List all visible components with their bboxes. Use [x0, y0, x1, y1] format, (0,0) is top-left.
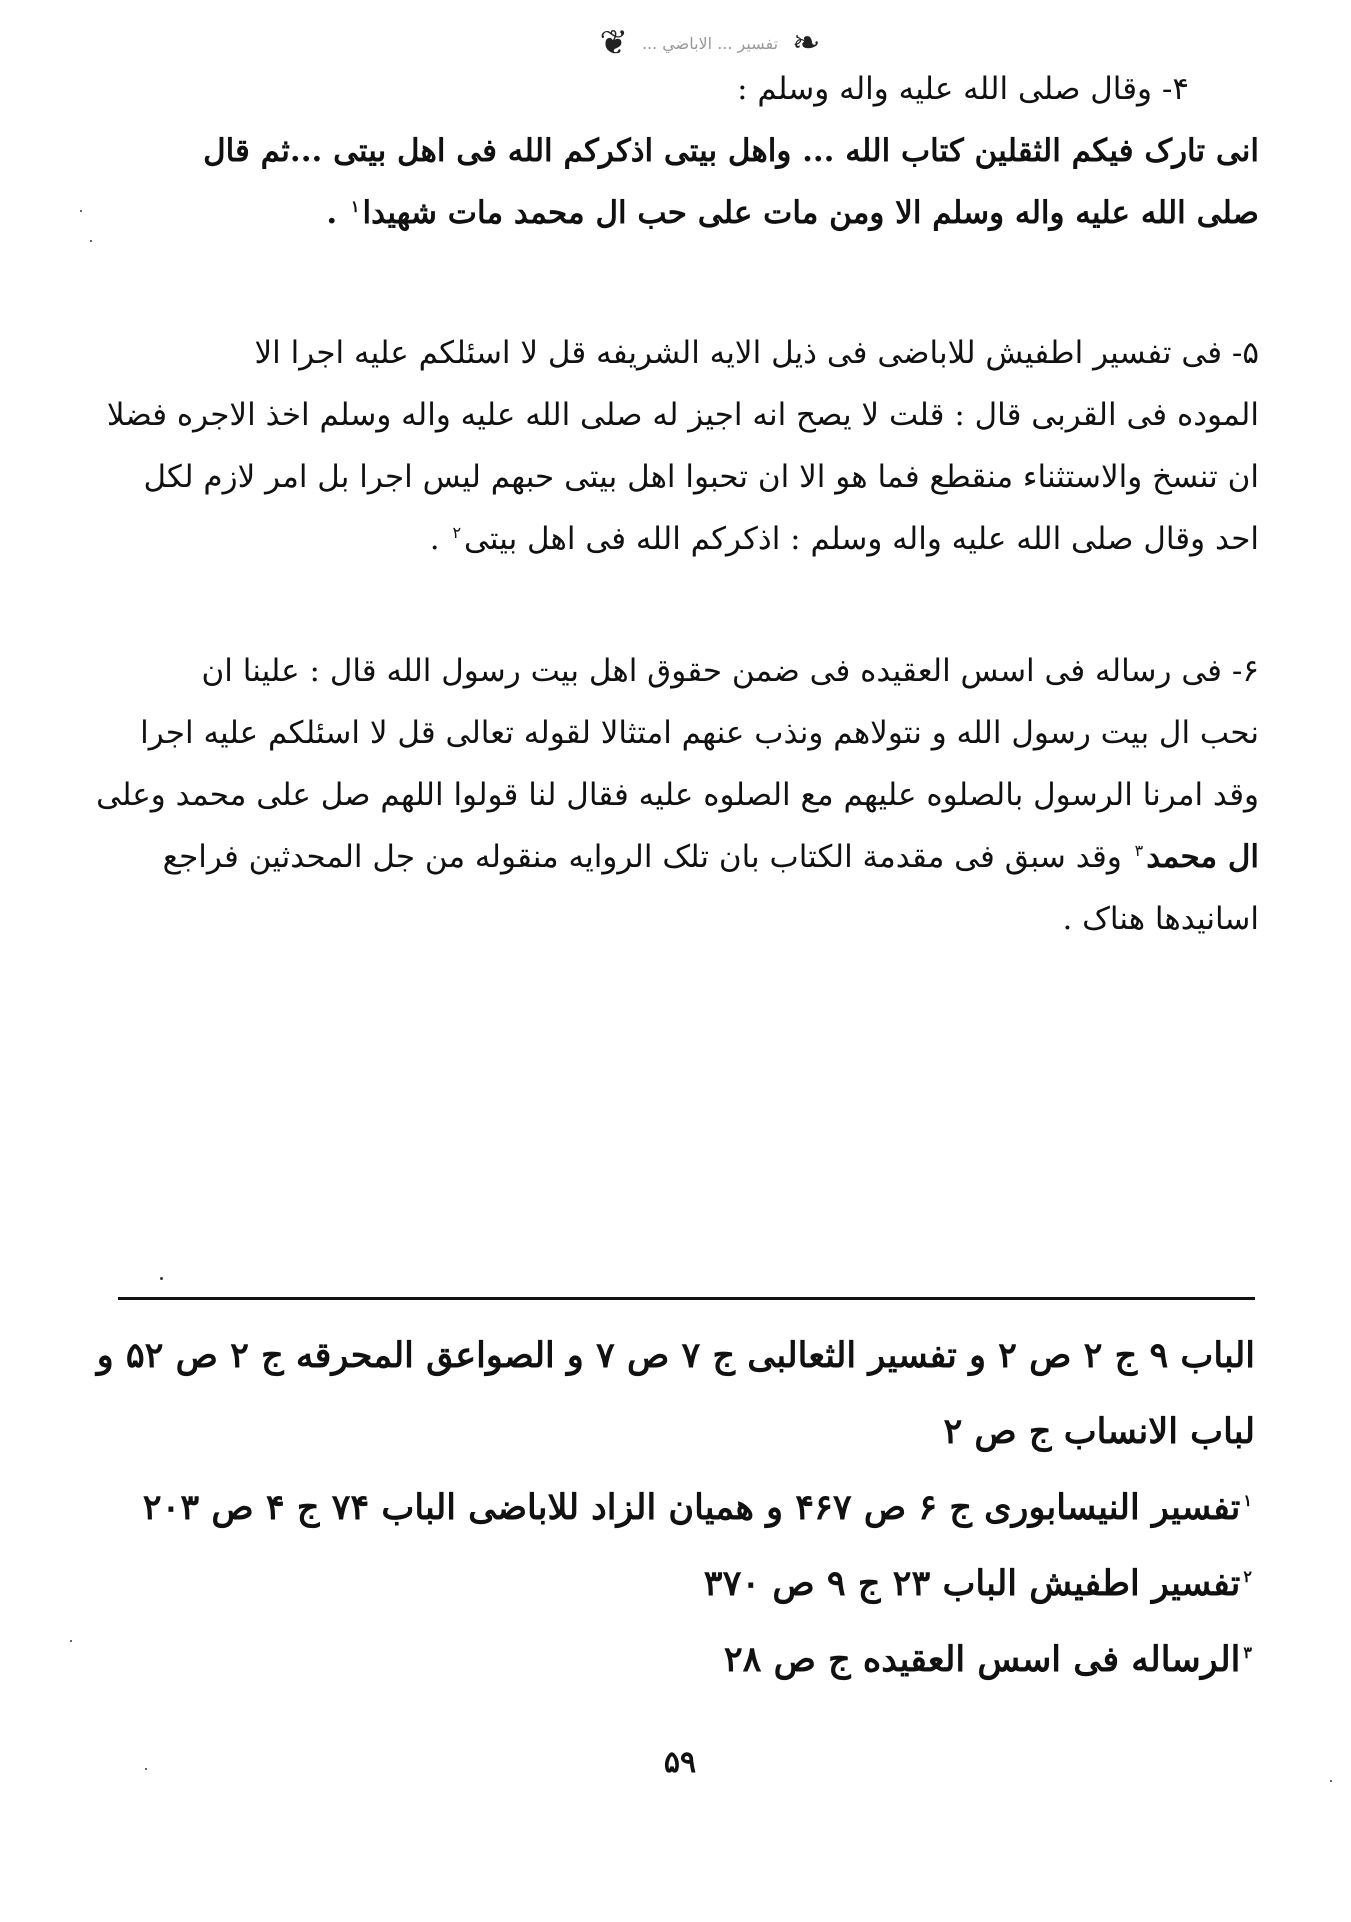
paragraph-6 — [92, 640, 1259, 950]
paragraph-4 — [92, 58, 1259, 244]
footnote-separator — [118, 1297, 1255, 1300]
scan-speck — [160, 1277, 163, 1280]
scan-speck — [70, 1640, 72, 1642]
footnote-ref: ١ — [350, 196, 360, 216]
footnote-line — [115, 1470, 1255, 1546]
line-text: احد وقال صلی الله علیه واله وسلم : اذکرکم الله فی اهل بیتی — [464, 521, 1259, 557]
running-title: تفسير ... الاباضي ... — [641, 33, 779, 53]
ornament-right-icon: ❧ — [792, 23, 821, 63]
paragraph-line: احد وقال صلی الله علیه واله وسلم : اذکرکم الله فی اهل بیتی$^٢$ . — [429, 521, 1259, 557]
footnote-line: لباب الانساب ج ص ۲ — [943, 1411, 1255, 1452]
paragraph-line: ان تنسخ والاستثناء منقطع فما هو الا ان تحبوا اهل بیتی حبهم لیس اجرا بل امر لازم لکل — [143, 459, 1259, 495]
footnote-ref: ٢ — [452, 522, 462, 542]
paragraph-line: ۴- وقال صلى الله عليه واله وسلم : — [737, 71, 1189, 107]
footnotes-block — [96, 1318, 1255, 1698]
paragraph-line: ۶- فی رساله فی اسس العقیده فی ضمن حقوق اهل بیت رسول الله قال : علینا ان — [201, 653, 1259, 689]
footnote-ref: ٣ — [1134, 840, 1144, 860]
footnote-mark: ٢ — [1243, 1567, 1252, 1587]
scan-speck — [80, 210, 82, 212]
scan-speck — [90, 240, 92, 242]
paragraph-line: صلی الله علیه واله وسلم الا ومن مات علی حب ال محمد مات شهیدا$^١$ . — [326, 195, 1259, 231]
paragraph-line: ۵- فی تفسیر اطفیش للاباضی فی ذیل الایه الشریفه قل لا اسئلکم علیه اجرا الا — [254, 335, 1259, 371]
paragraph-line: وقد امرنا الرسول بالصلوه علیهم مع الصلوه علیه فقال لنا قولوا اللهم صل علی محمد وعلی — [96, 777, 1259, 813]
scan-speck — [1330, 1780, 1332, 1782]
paragraph-line — [92, 826, 1259, 888]
footnote-line: الباب ۹ ج ۲ ص ۲ و تفسیر الثعالبی ج ۷ ص ۷ و الصواعق المحرقه ج ۲ ص ۵۲ و — [96, 1335, 1255, 1376]
page-number: ۵۹ — [663, 1745, 697, 1780]
line-text: ال محمد — [1146, 839, 1259, 875]
paragraph-5 — [92, 322, 1259, 570]
footnote-text: الرساله فی اسس العقیده ج ص ۲۸ — [723, 1639, 1241, 1680]
footnote-line — [115, 1622, 1255, 1698]
footnote-line — [115, 1546, 1255, 1622]
paragraph-line: اسانیدها هناک . — [1062, 901, 1259, 937]
footnote-text: تفسیر اطفیش الباب ۲۳ ج ۹ ص ۳۷۰ — [703, 1563, 1241, 1604]
line-text: صلی الله علیه واله وسلم الا ومن مات علی حب ال محمد مات شهیدا — [362, 195, 1259, 231]
paragraph-line: نحب ال بیت رسول الله و نتولاهم ونذب عنهم امتثالا لقوله تعالی قل لا اسئلکم علیه اجرا — [140, 715, 1259, 751]
paragraph-line: الموده فی القربی قال : قلت لا یصح انه اجیز له صلی الله علیه واله وسلم اخذ الاجره فضلا — [106, 397, 1259, 433]
scan-speck — [145, 1768, 147, 1770]
paragraph-line: انی تارک فیکم الثقلین کتاب الله ... واهل بیتی اذکرکم الله فی اهل بیتی ...ثم قال — [203, 133, 1259, 169]
footnote-mark: ٣ — [1243, 1643, 1252, 1663]
footnote-mark: ١ — [1243, 1491, 1252, 1511]
line-text: وقد سبق فی مقدمة الکتاب بان تلک الروایه منقوله من جل المحدثین فراجع — [162, 839, 1122, 875]
footnote-text: تفسیر النیسابوری ج ۶ ص ۴۶۷ و همیان الزاد للاباضی الباب ۷۴ ج ۴ ص ۲۰۳ — [142, 1487, 1241, 1528]
ornament-left-icon: ❦ — [599, 23, 628, 63]
